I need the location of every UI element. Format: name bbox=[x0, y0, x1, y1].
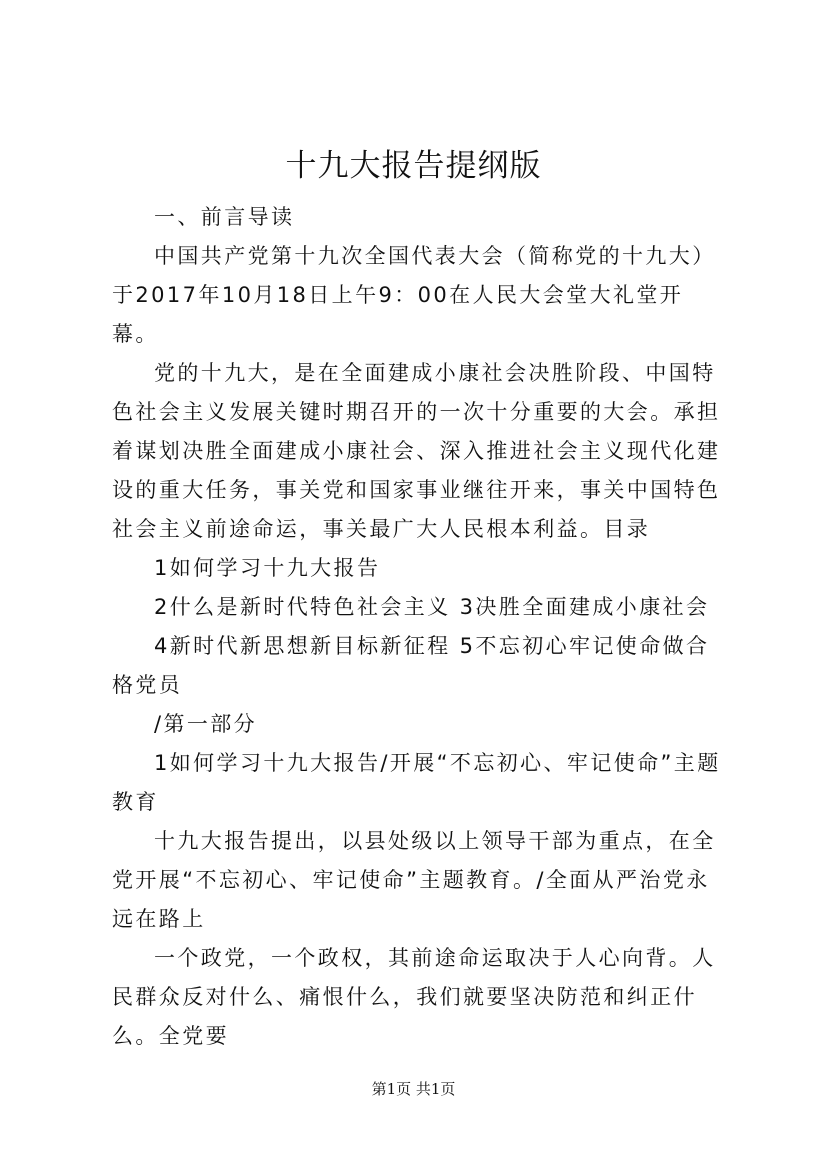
paragraph-party-people: 一个政党，一个政权，其前途命运取决于人心向背。人民群众反对什么、痛恨什么，我们就要坚决防范和纠正什么。全党要 bbox=[112, 946, 716, 1048]
paragraph-congress-opening: 中国共产党第十九次全国代表大会（简称党的十九大）于2017年10月18日上午9：00在人民大会堂大礼堂开幕。 bbox=[112, 244, 716, 346]
page-footer: 第1页 共1页 bbox=[371, 1080, 456, 1098]
section-heading-preface: 一、前言导读 bbox=[154, 205, 295, 229]
subsection-heading-education: 1如何学习十九大报告/开展“不忘初心、牢记使命”主题教育 bbox=[112, 751, 721, 814]
toc-item-2-3: 2什么是新时代特色社会主义 3决胜全面建成小康社会 bbox=[154, 595, 710, 619]
paragraph-congress-significance: 党的十九大，是在全面建成小康社会决胜阶段、中国特色社会主义发展关键时期召开的一次十分重要的大会。承担着谋划决胜全面建成小康社会、深入推进社会主义现代化建设的重大任务，事关党和国家事业继往开来，事关中国特色社会主义前途命运，事关最广大人民根本利益。目录 bbox=[112, 361, 721, 541]
part-one-heading: /第一部分 bbox=[154, 712, 258, 736]
toc-item-4-5: 4新时代新思想新目标新征程 5不忘初心牢记使命做合格党员 bbox=[112, 634, 710, 697]
document-title: 十九大报告提纲版 bbox=[285, 148, 542, 184]
document-body bbox=[112, 198, 722, 1056]
toc-item-1: 1如何学习十九大报告 bbox=[154, 556, 381, 580]
paragraph-theme-education: 十九大报告提出，以县处级以上领导干部为重点，在全党开展“不忘初心、牢记使命”主题教育。/全面从严治党永远在路上 bbox=[112, 829, 716, 931]
